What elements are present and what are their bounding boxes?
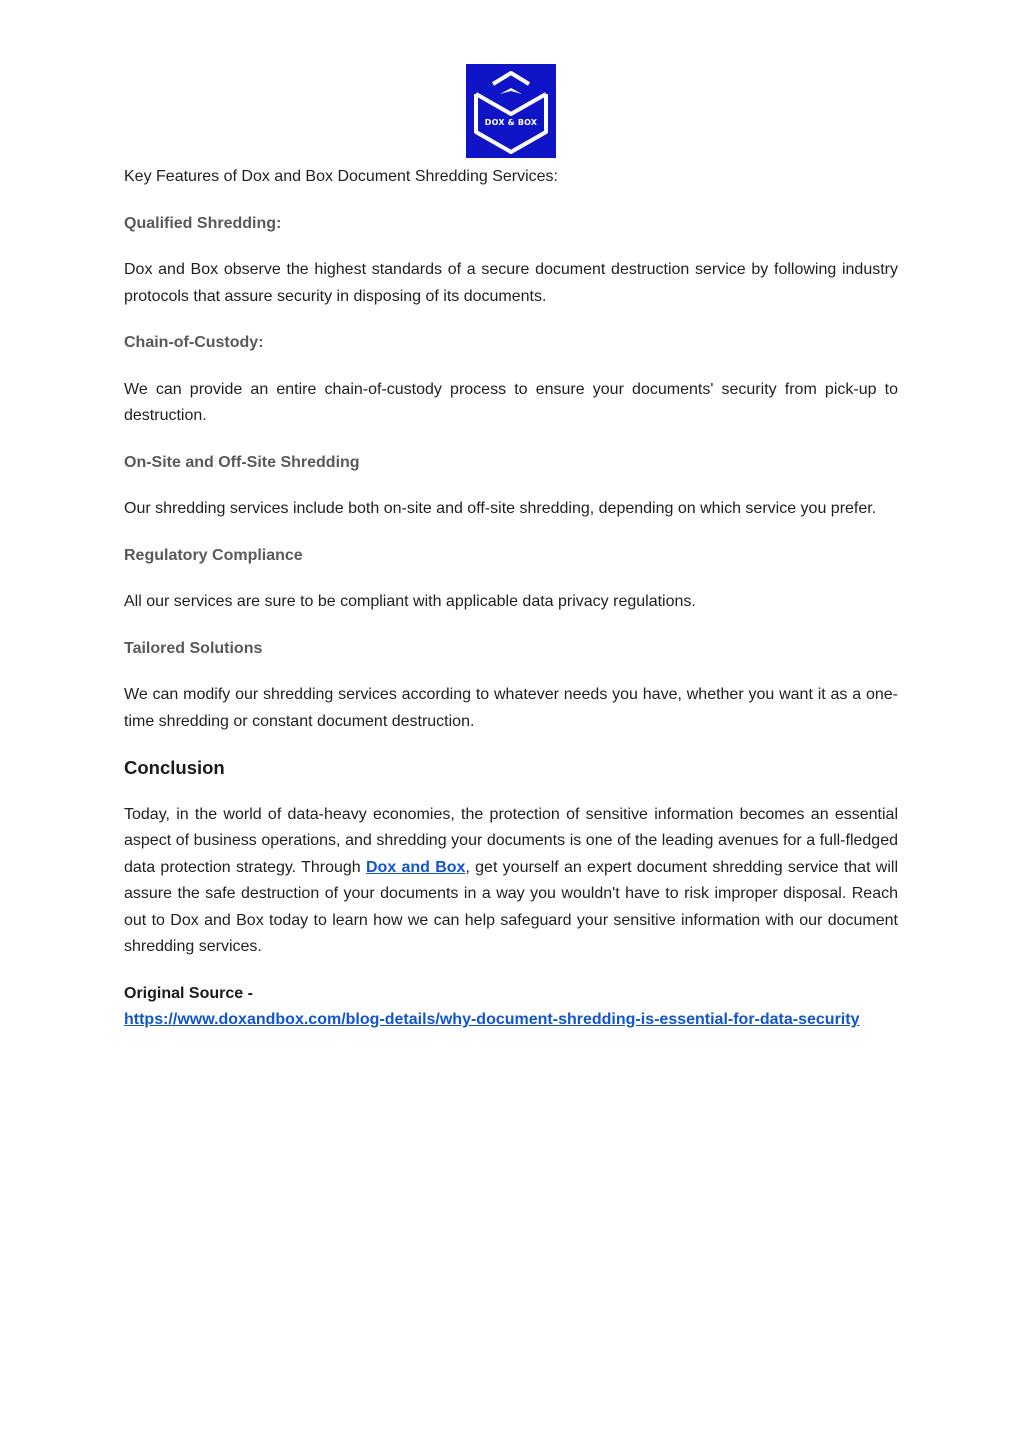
subheading-qualified-shredding: Qualified Shredding:: [124, 214, 282, 232]
document-body: [124, 164, 898, 1034]
conclusion-text-after: , get yourself an expert document shredding service that will assure the safe destruction of your documents in a way you wouldn't have to risk improper disposal. Reach out to Dox and Box today to learn how we can help safeguard your sensitive information with our document shredding services.: [124, 858, 898, 955]
paragraph-qualified-shredding: Dox and Box observe the highest standards of a secure document destruction service by following industry protocols that assure security in disposing of its documents.: [124, 261, 898, 305]
paragraph-on-site-off-site: Our shredding services include both on-site and off-site shredding, depending on which service you prefer.: [124, 500, 877, 517]
original-source-label: Original Source -: [124, 984, 253, 1002]
conclusion-text-before: Today, in the world of data-heavy economies, the protection of sensitive information becomes an essential aspect of business operations, and shredding your documents is one of the leading avenues for a full-fledged data protection strategy. Through: [124, 805, 898, 876]
conclusion-paragraph: [124, 802, 898, 961]
paragraph-regulatory-compliance: All our services are sure to be compliant with applicable data privacy regulations.: [124, 593, 696, 610]
dox-and-box-logo: [466, 64, 556, 158]
intro-line: Key Features of Dox and Box Document Shredding Services:: [124, 168, 558, 185]
original-source-link[interactable]: https://www.doxandbox.com/blog-details/why-document-shredding-is-essential-for-data-security: [124, 1011, 860, 1028]
conclusion-heading: Conclusion: [124, 757, 225, 778]
subheading-regulatory-compliance: Regulatory Compliance: [124, 546, 303, 564]
box-logo-icon: [466, 64, 556, 158]
subheading-chain-of-custody: Chain-of-Custody:: [124, 334, 264, 351]
original-source-line: [124, 1007, 898, 1034]
paragraph-chain-of-custody: We can provide an entire chain-of-custody process to ensure your documents' security from pick-up to destruction.: [124, 380, 898, 424]
logo-text: DOX & BOX: [484, 118, 538, 127]
paragraph-tailored-solutions: We can modify our shredding services according to whatever needs you have, whether you want it as a one-time shredding or constant document destruction.: [124, 686, 898, 730]
dox-and-box-link[interactable]: Dox and Box: [365, 858, 466, 876]
subheading-on-site-off-site: On-Site and Off-Site Shredding: [124, 453, 360, 471]
subheading-tailored-solutions: Tailored Solutions: [124, 639, 263, 657]
